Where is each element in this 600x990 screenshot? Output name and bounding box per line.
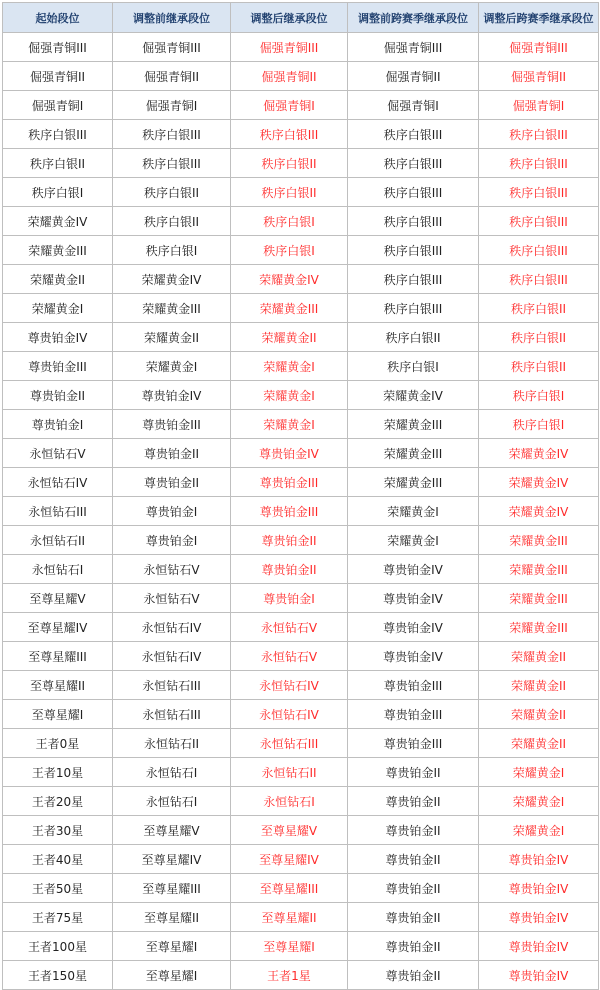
cell-before-cross-season: 尊贵铂金III <box>348 700 479 729</box>
cell-after-cross-season: 荣耀黄金III <box>479 584 599 613</box>
cell-after-inherit: 尊贵铂金I <box>231 584 348 613</box>
cell-before-inherit: 尊贵铂金I <box>113 526 231 555</box>
cell-after-inherit: 倔强青铜II <box>231 62 348 91</box>
table-row <box>3 845 599 874</box>
table-row <box>3 294 599 323</box>
cell-start-rank: 荣耀黄金I <box>3 294 113 323</box>
cell-after-inherit: 永恒钻石I <box>231 787 348 816</box>
cell-before-cross-season: 秩序白银III <box>348 207 479 236</box>
cell-start-rank: 荣耀黄金III <box>3 236 113 265</box>
table-row <box>3 903 599 932</box>
cell-after-cross-season: 荣耀黄金IV <box>479 468 599 497</box>
cell-after-cross-season: 荣耀黄金I <box>479 816 599 845</box>
cell-start-rank: 王者40星 <box>3 845 113 874</box>
cell-start-rank: 王者30星 <box>3 816 113 845</box>
cell-before-cross-season: 尊贵铂金IV <box>348 584 479 613</box>
cell-start-rank: 王者20星 <box>3 787 113 816</box>
cell-start-rank: 倔强青铜III <box>3 33 113 62</box>
cell-after-cross-season: 倔强青铜I <box>479 91 599 120</box>
cell-start-rank: 秩序白银III <box>3 120 113 149</box>
cell-after-cross-season: 尊贵铂金IV <box>479 932 599 961</box>
cell-before-cross-season: 尊贵铂金IV <box>348 555 479 584</box>
cell-after-inherit: 尊贵铂金III <box>231 497 348 526</box>
header-before-inherit: 调整前继承段位 <box>113 3 231 33</box>
cell-before-inherit: 尊贵铂金II <box>113 439 231 468</box>
table-row <box>3 323 599 352</box>
cell-after-inherit: 倔强青铜III <box>231 33 348 62</box>
table-row <box>3 874 599 903</box>
cell-before-cross-season: 尊贵铂金IV <box>348 613 479 642</box>
table-header <box>3 3 599 33</box>
table-row <box>3 932 599 961</box>
cell-before-cross-season: 荣耀黄金I <box>348 526 479 555</box>
cell-before-inherit: 至尊星耀III <box>113 874 231 903</box>
cell-after-inherit: 荣耀黄金I <box>231 352 348 381</box>
cell-after-inherit: 尊贵铂金IV <box>231 439 348 468</box>
table-row <box>3 584 599 613</box>
cell-before-inherit: 秩序白银II <box>113 178 231 207</box>
header-start-rank: 起始段位 <box>3 3 113 33</box>
cell-after-cross-season: 秩序白银I <box>479 381 599 410</box>
cell-before-cross-season: 荣耀黄金I <box>348 497 479 526</box>
cell-before-cross-season: 倔强青铜III <box>348 33 479 62</box>
cell-start-rank: 荣耀黄金IV <box>3 207 113 236</box>
cell-before-cross-season: 尊贵铂金IV <box>348 642 479 671</box>
cell-before-inherit: 永恒钻石I <box>113 758 231 787</box>
cell-after-inherit: 尊贵铂金II <box>231 526 348 555</box>
cell-start-rank: 王者75星 <box>3 903 113 932</box>
cell-after-cross-season: 秩序白银III <box>479 120 599 149</box>
cell-after-inherit: 秩序白银I <box>231 236 348 265</box>
cell-before-cross-season: 倔强青铜I <box>348 91 479 120</box>
cell-before-cross-season: 倔强青铜II <box>348 62 479 91</box>
cell-after-cross-season: 荣耀黄金III <box>479 526 599 555</box>
cell-before-inherit: 秩序白银I <box>113 236 231 265</box>
cell-before-cross-season: 尊贵铂金II <box>348 903 479 932</box>
cell-before-inherit: 永恒钻石V <box>113 584 231 613</box>
cell-after-cross-season: 尊贵铂金IV <box>479 961 599 990</box>
cell-before-cross-season: 秩序白银III <box>348 149 479 178</box>
cell-after-cross-season: 荣耀黄金I <box>479 787 599 816</box>
rank-inheritance-table <box>2 2 599 990</box>
cell-before-inherit: 尊贵铂金IV <box>113 381 231 410</box>
cell-after-cross-season: 荣耀黄金IV <box>479 497 599 526</box>
cell-after-inherit: 荣耀黄金II <box>231 323 348 352</box>
cell-after-inherit: 永恒钻石V <box>231 613 348 642</box>
table-row <box>3 642 599 671</box>
cell-after-cross-season: 荣耀黄金II <box>479 700 599 729</box>
cell-after-inherit: 至尊星耀V <box>231 816 348 845</box>
cell-before-cross-season: 荣耀黄金III <box>348 468 479 497</box>
cell-before-inherit: 永恒钻石III <box>113 700 231 729</box>
cell-before-inherit: 永恒钻石IV <box>113 613 231 642</box>
cell-before-inherit: 秩序白银III <box>113 149 231 178</box>
cell-start-rank: 至尊星耀IV <box>3 613 113 642</box>
cell-before-inherit: 永恒钻石I <box>113 787 231 816</box>
cell-before-inherit: 至尊星耀II <box>113 903 231 932</box>
cell-start-rank: 荣耀黄金II <box>3 265 113 294</box>
cell-start-rank: 王者10星 <box>3 758 113 787</box>
cell-before-cross-season: 尊贵铂金II <box>348 758 479 787</box>
cell-after-inherit: 荣耀黄金I <box>231 410 348 439</box>
cell-before-cross-season: 秩序白银II <box>348 323 479 352</box>
cell-start-rank: 倔强青铜I <box>3 91 113 120</box>
table-body <box>3 33 599 990</box>
cell-before-cross-season: 尊贵铂金II <box>348 932 479 961</box>
table-row <box>3 671 599 700</box>
cell-after-inherit: 尊贵铂金II <box>231 555 348 584</box>
cell-after-inherit: 至尊星耀IV <box>231 845 348 874</box>
cell-start-rank: 尊贵铂金I <box>3 410 113 439</box>
cell-after-inherit: 荣耀黄金I <box>231 381 348 410</box>
cell-before-inherit: 秩序白银II <box>113 207 231 236</box>
cell-before-inherit: 永恒钻石II <box>113 729 231 758</box>
table-row <box>3 729 599 758</box>
cell-before-cross-season: 秩序白银III <box>348 120 479 149</box>
cell-before-inherit: 倔强青铜II <box>113 62 231 91</box>
cell-after-inherit: 秩序白银I <box>231 207 348 236</box>
cell-before-inherit: 尊贵铂金II <box>113 468 231 497</box>
table-row <box>3 816 599 845</box>
cell-before-inherit: 荣耀黄金III <box>113 294 231 323</box>
cell-after-cross-season: 倔强青铜II <box>479 62 599 91</box>
cell-before-inherit: 倔强青铜III <box>113 33 231 62</box>
cell-after-cross-season: 秩序白银II <box>479 323 599 352</box>
cell-start-rank: 秩序白银II <box>3 149 113 178</box>
cell-after-cross-season: 荣耀黄金IV <box>479 439 599 468</box>
cell-before-inherit: 荣耀黄金II <box>113 323 231 352</box>
cell-before-inherit: 荣耀黄金I <box>113 352 231 381</box>
cell-after-cross-season: 秩序白银II <box>479 294 599 323</box>
cell-before-inherit: 荣耀黄金IV <box>113 265 231 294</box>
cell-start-rank: 永恒钻石I <box>3 555 113 584</box>
cell-before-inherit: 至尊星耀I <box>113 932 231 961</box>
cell-after-cross-season: 秩序白银III <box>479 236 599 265</box>
table-row <box>3 961 599 990</box>
cell-after-cross-season: 荣耀黄金III <box>479 555 599 584</box>
cell-before-inherit: 秩序白银III <box>113 120 231 149</box>
cell-before-cross-season: 荣耀黄金III <box>348 410 479 439</box>
header-before-cross-season: 调整前跨赛季继承段位 <box>348 3 479 33</box>
cell-after-cross-season: 荣耀黄金II <box>479 671 599 700</box>
table-row <box>3 468 599 497</box>
cell-after-cross-season: 荣耀黄金I <box>479 758 599 787</box>
cell-after-cross-season: 秩序白银I <box>479 410 599 439</box>
cell-after-cross-season: 荣耀黄金II <box>479 642 599 671</box>
table-row <box>3 758 599 787</box>
cell-start-rank: 至尊星耀V <box>3 584 113 613</box>
cell-start-rank: 尊贵铂金III <box>3 352 113 381</box>
cell-before-inherit: 倔强青铜I <box>113 91 231 120</box>
cell-before-inherit: 永恒钻石V <box>113 555 231 584</box>
cell-start-rank: 永恒钻石II <box>3 526 113 555</box>
cell-before-cross-season: 秩序白银III <box>348 265 479 294</box>
table-row <box>3 207 599 236</box>
table-row <box>3 613 599 642</box>
table-row <box>3 352 599 381</box>
table-row <box>3 120 599 149</box>
cell-start-rank: 秩序白银I <box>3 178 113 207</box>
cell-after-cross-season: 荣耀黄金II <box>479 729 599 758</box>
cell-start-rank: 永恒钻石III <box>3 497 113 526</box>
cell-after-inherit: 秩序白银II <box>231 149 348 178</box>
cell-after-inherit: 永恒钻石V <box>231 642 348 671</box>
header-after-inherit: 调整后继承段位 <box>231 3 348 33</box>
table-row <box>3 236 599 265</box>
cell-after-inherit: 永恒钻石IV <box>231 700 348 729</box>
table-row <box>3 700 599 729</box>
cell-after-inherit: 王者1星 <box>231 961 348 990</box>
cell-after-inherit: 荣耀黄金III <box>231 294 348 323</box>
cell-start-rank: 至尊星耀III <box>3 642 113 671</box>
table-row <box>3 787 599 816</box>
table-row <box>3 149 599 178</box>
cell-start-rank: 永恒钻石IV <box>3 468 113 497</box>
cell-after-inherit: 倔强青铜I <box>231 91 348 120</box>
cell-before-cross-season: 荣耀黄金III <box>348 439 479 468</box>
table-row <box>3 265 599 294</box>
table-row <box>3 497 599 526</box>
cell-after-inherit: 至尊星耀III <box>231 874 348 903</box>
cell-start-rank: 王者0星 <box>3 729 113 758</box>
cell-after-cross-season: 倔强青铜III <box>479 33 599 62</box>
cell-start-rank: 王者150星 <box>3 961 113 990</box>
cell-start-rank: 至尊星耀II <box>3 671 113 700</box>
cell-before-cross-season: 尊贵铂金II <box>348 874 479 903</box>
table-row <box>3 178 599 207</box>
cell-after-inherit: 荣耀黄金IV <box>231 265 348 294</box>
cell-after-inherit: 秩序白银III <box>231 120 348 149</box>
cell-start-rank: 至尊星耀I <box>3 700 113 729</box>
cell-before-cross-season: 尊贵铂金III <box>348 729 479 758</box>
cell-after-inherit: 秩序白银II <box>231 178 348 207</box>
table-row <box>3 439 599 468</box>
header-after-cross-season: 调整后跨赛季继承段位 <box>479 3 599 33</box>
cell-after-inherit: 尊贵铂金III <box>231 468 348 497</box>
cell-after-cross-season: 尊贵铂金IV <box>479 874 599 903</box>
cell-after-inherit: 至尊星耀I <box>231 932 348 961</box>
cell-start-rank: 尊贵铂金IV <box>3 323 113 352</box>
cell-after-inherit: 永恒钻石III <box>231 729 348 758</box>
cell-before-cross-season: 秩序白银I <box>348 352 479 381</box>
cell-after-inherit: 至尊星耀II <box>231 903 348 932</box>
cell-after-cross-season: 荣耀黄金III <box>479 613 599 642</box>
cell-after-cross-season: 秩序白银III <box>479 207 599 236</box>
cell-after-cross-season: 秩序白银II <box>479 352 599 381</box>
cell-before-inherit: 尊贵铂金III <box>113 410 231 439</box>
cell-start-rank: 倔强青铜II <box>3 62 113 91</box>
cell-before-cross-season: 尊贵铂金II <box>348 787 479 816</box>
cell-after-cross-season: 秩序白银III <box>479 265 599 294</box>
cell-before-cross-season: 尊贵铂金II <box>348 845 479 874</box>
cell-start-rank: 王者50星 <box>3 874 113 903</box>
table-row <box>3 555 599 584</box>
cell-before-cross-season: 秩序白银III <box>348 294 479 323</box>
cell-after-cross-season: 尊贵铂金IV <box>479 903 599 932</box>
cell-before-inherit: 至尊星耀I <box>113 961 231 990</box>
cell-before-cross-season: 尊贵铂金II <box>348 816 479 845</box>
table-row <box>3 381 599 410</box>
cell-before-cross-season: 荣耀黄金IV <box>348 381 479 410</box>
cell-start-rank: 永恒钻石V <box>3 439 113 468</box>
cell-before-inherit: 尊贵铂金I <box>113 497 231 526</box>
header-row <box>3 3 599 33</box>
cell-before-inherit: 永恒钻石III <box>113 671 231 700</box>
cell-after-inherit: 永恒钻石II <box>231 758 348 787</box>
cell-start-rank: 王者100星 <box>3 932 113 961</box>
cell-start-rank: 尊贵铂金II <box>3 381 113 410</box>
cell-before-inherit: 至尊星耀V <box>113 816 231 845</box>
table-row <box>3 526 599 555</box>
table-row <box>3 91 599 120</box>
table-row <box>3 33 599 62</box>
table-row <box>3 410 599 439</box>
cell-after-cross-season: 秩序白银III <box>479 178 599 207</box>
cell-before-cross-season: 尊贵铂金III <box>348 671 479 700</box>
cell-before-cross-season: 尊贵铂金II <box>348 961 479 990</box>
cell-before-cross-season: 秩序白银III <box>348 236 479 265</box>
cell-before-cross-season: 秩序白银III <box>348 178 479 207</box>
cell-after-cross-season: 秩序白银III <box>479 149 599 178</box>
cell-after-inherit: 永恒钻石IV <box>231 671 348 700</box>
cell-before-inherit: 至尊星耀IV <box>113 845 231 874</box>
table-row <box>3 62 599 91</box>
cell-after-cross-season: 尊贵铂金IV <box>479 845 599 874</box>
cell-before-inherit: 永恒钻石IV <box>113 642 231 671</box>
